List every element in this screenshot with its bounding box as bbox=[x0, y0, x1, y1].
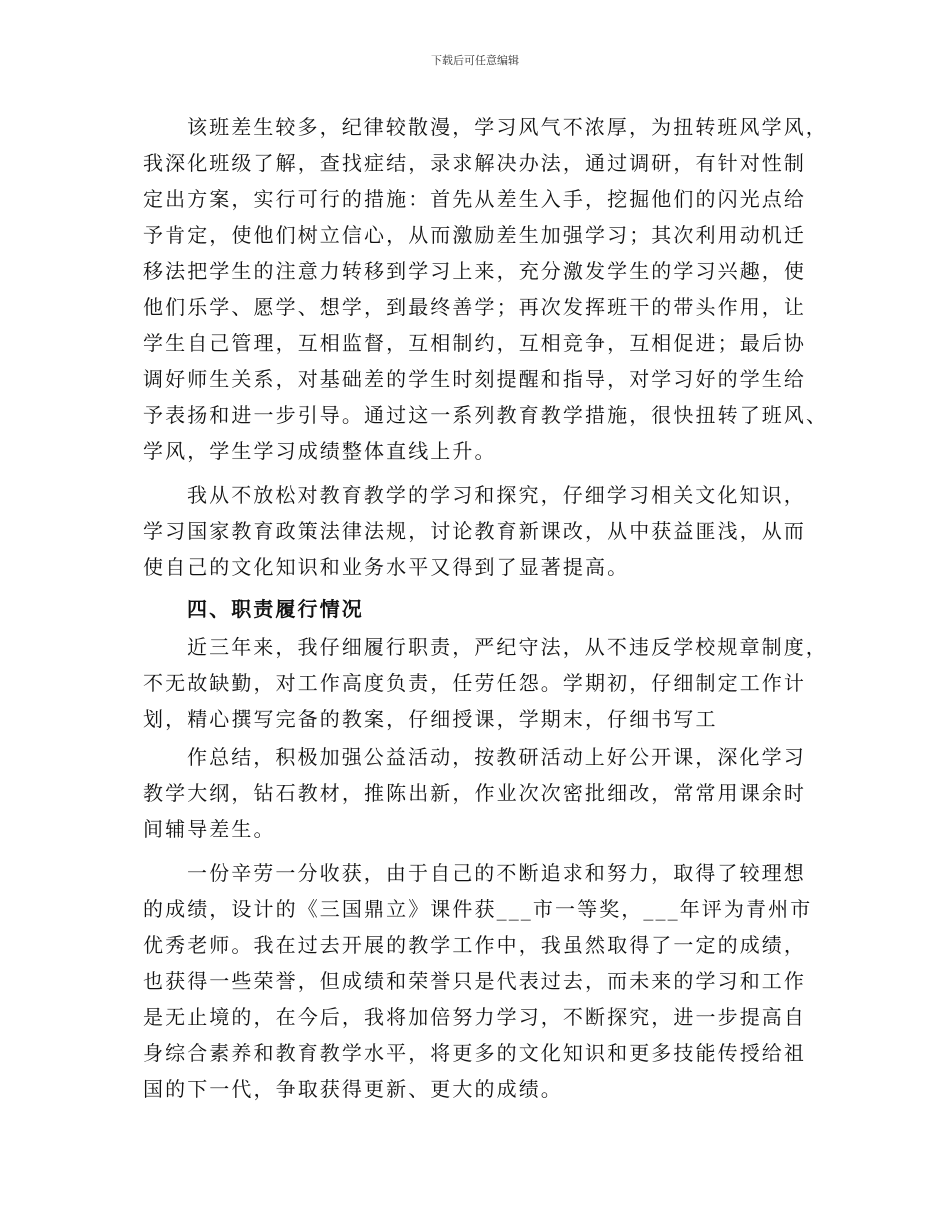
body-line: 我深化班级了解，查找症结，录求解决办法，通过调研，有针对性制 bbox=[143, 151, 806, 175]
body-line: 他们乐学、愿学、想学，到最终善学；再次发挥班干的带头作用，让 bbox=[143, 295, 806, 319]
body-line: 予表扬和进一步引导。通过这一系列教育教学措施，很快扭转了班风、 bbox=[143, 403, 829, 427]
body-line: 的成绩，设计的《三国鼎立》课件获___市一等奖，___年评为青州市 bbox=[143, 897, 813, 921]
body-line: 教学大纲，钻石教材，推陈出新，作业次次密批细改，常常用课余时 bbox=[143, 781, 806, 805]
body-line: 优秀老师。我在过去开展的教学工作中，我虽然取得了一定的成绩， bbox=[143, 933, 806, 957]
section-heading: 四、职责履行情况 bbox=[187, 597, 364, 621]
body-line: 是无止境的，在今后，我将加倍努力学习，不断探究，进一步提高自 bbox=[143, 1005, 806, 1029]
body-line: 划，精心撰写完备的教案，仔细授课，学期末，仔细书写工 bbox=[143, 707, 718, 731]
body-line: 作总结，积极加强公益活动，按教研活动上好公开课，深化学习 bbox=[187, 745, 806, 769]
body-line: 国的下一代，争取获得更新、更大的成绩。 bbox=[143, 1077, 563, 1101]
body-line: 使自己的文化知识和业务水平又得到了显著提高。 bbox=[143, 555, 630, 579]
body-line: 学习国家教育政策法律法规，讨论教育新课改，从中获益匪浅，从而 bbox=[143, 519, 806, 543]
body-line: 定出方案，实行可行的措施：首先从差生入手，挖掘他们的闪光点给 bbox=[143, 187, 806, 211]
body-line: 予肯定，使他们树立信心，从而激励差生加强学习；其次利用动机迁 bbox=[143, 223, 806, 247]
body-line: 近三年来，我仔细履行职责，严纪守法，从不违反学校规章制度， bbox=[187, 635, 828, 659]
body-line: 调好师生关系，对基础差的学生时刻提醒和指导，对学习好的学生给 bbox=[143, 367, 806, 391]
body-line: 我从不放松对教育教学的学习和探究，仔细学习相关文化知识， bbox=[187, 483, 806, 507]
body-line: 身综合素养和教育教学水平，将更多的文化知识和更多技能传授给祖 bbox=[143, 1041, 806, 1065]
body-line: 移法把学生的注意力转移到学习上来，充分激发学生的学习兴趣，使 bbox=[143, 259, 806, 283]
body-line: 间辅导差生。 bbox=[143, 817, 276, 841]
body-line: 也获得一些荣誉，但成绩和荣誉只是代表过去，而未来的学习和工作 bbox=[143, 969, 806, 993]
page-header: 下载后可任意编辑 bbox=[431, 54, 519, 67]
body-line: 该班差生较多，纪律较散漫，学习风气不浓厚，为扭转班风学风， bbox=[187, 115, 828, 139]
body-line: 学风，学生学习成绩整体直线上升。 bbox=[143, 439, 497, 463]
body-line: 不无故缺勤，对工作高度负责，任劳任怨。学期初，仔细制定工作计 bbox=[143, 671, 806, 695]
body-line: 一份辛劳一分收获，由于自己的不断追求和努力，取得了较理想 bbox=[187, 861, 806, 885]
body-line: 学生自己管理，互相监督，互相制约，互相竞争，互相促进；最后协 bbox=[143, 331, 806, 355]
